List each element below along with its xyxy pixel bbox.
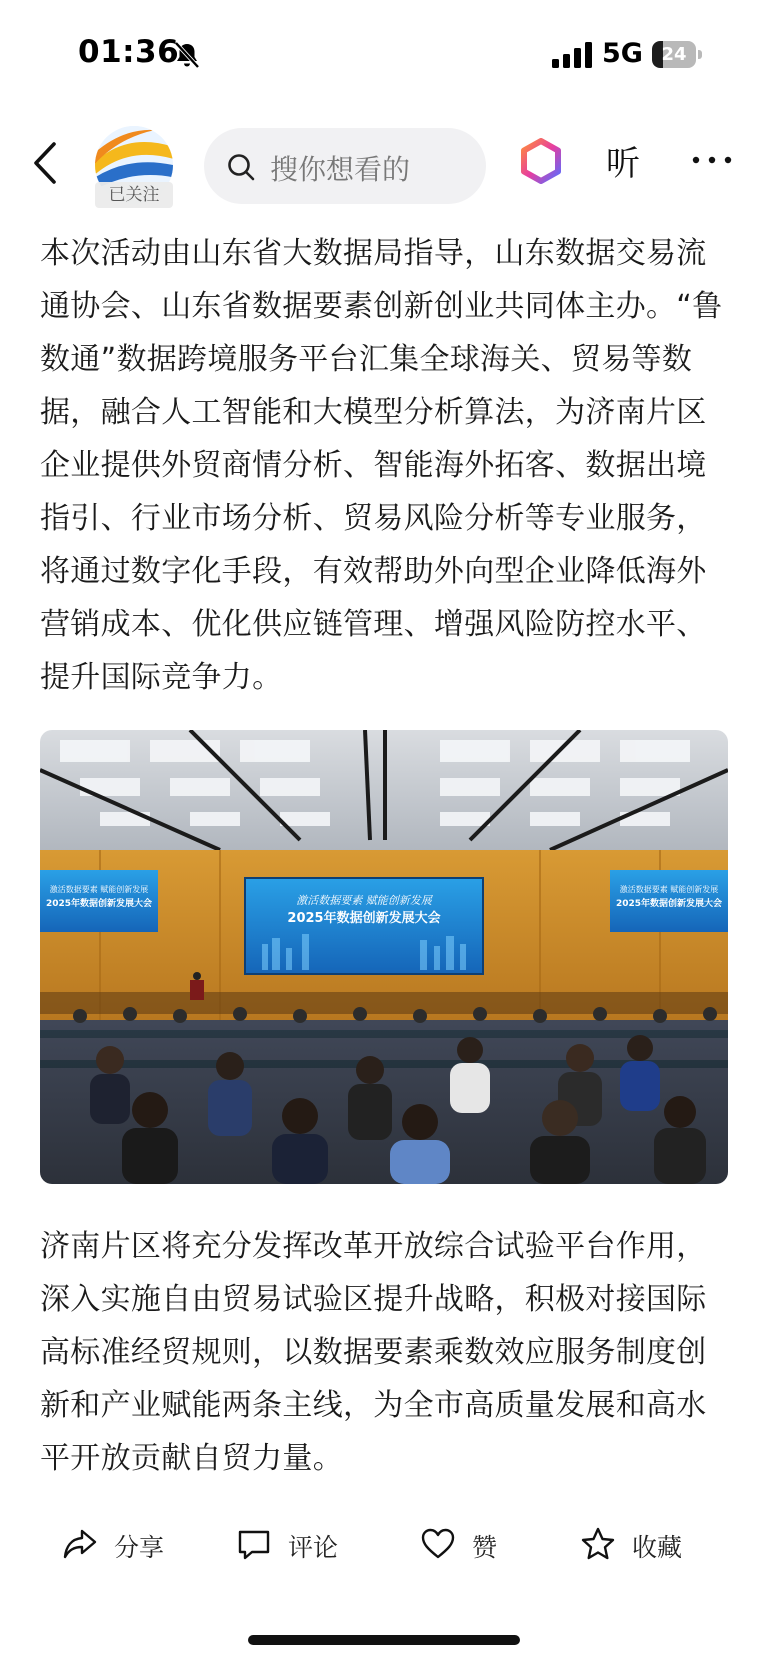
left-screen-slogan: 激活数据要素 赋能创新发展 [49, 885, 149, 894]
search-placeholder: 搜你想看的 [270, 153, 411, 186]
conference-photo[interactable] [40, 730, 728, 1184]
star-icon [580, 1526, 616, 1562]
like-button[interactable] [420, 1522, 510, 1568]
comment-button[interactable] [236, 1522, 346, 1568]
share-icon [62, 1526, 98, 1562]
top-nav-bar [0, 118, 769, 214]
followed-tag[interactable]: 已关注 [95, 182, 173, 208]
account-avatar[interactable] [93, 126, 173, 206]
status-bar [0, 0, 769, 110]
network-type: 5G [602, 38, 643, 69]
right-screen-title: 2025年数据创新发展大会 [615, 899, 723, 909]
like-label: 赞 [472, 1533, 498, 1562]
article-paragraph: 本次活动由山东省大数据局指导，山东数据交易流通协会、山东省数据要素创新创业共同体主办。“鲁数通”数据跨境服务平台汇集全球海关、贸易等数据，融合人工智能和大模型分析算法，为济南片区企业提供外贸商情分析、智能海外拓客、数据出境指引、行业市场分析、贸易风险分析等专业服务，将通过数字化手段，有效帮助外向型企业降低海外营销成本、优化供应链管理、增强风险防控水平、提升国际竞争力。 [40, 236, 723, 695]
left-screen-title: 2025年数据创新发展大会 [45, 899, 153, 909]
home-indicator[interactable] [248, 1635, 520, 1645]
main-screen-title: 2025年数据创新发展大会 [287, 911, 441, 926]
right-screen-slogan: 激活数据要素 赋能创新发展 [619, 885, 719, 894]
listen-button[interactable]: 听 [606, 144, 640, 184]
comment-label: 评论 [288, 1533, 339, 1562]
search-box[interactable] [204, 128, 486, 204]
comment-icon [236, 1526, 272, 1562]
heart-icon [420, 1526, 456, 1562]
back-arrow-icon[interactable] [30, 138, 60, 188]
article-paragraph: 济南片区将充分发挥改革开放综合试验平台作用，深入实施自由贸易试验区提升战略，积极对接国际高标准经贸规则，以数据要素乘数效应服务制度创新和产业赋能两条主线，为全市高质量发展和高水平开放贡献自贸力量。 [40, 1229, 707, 1476]
share-button[interactable] [62, 1522, 172, 1568]
search-icon [226, 152, 256, 182]
status-time: 01:36 [78, 34, 180, 70]
battery-percent: 24 [661, 44, 687, 65]
battery-icon [652, 41, 702, 68]
favorite-button[interactable] [580, 1522, 700, 1568]
cell-signal-icon [552, 42, 594, 68]
share-label: 分享 [114, 1533, 165, 1562]
main-screen-slogan: 激活数据要素 赋能创新发展 [296, 894, 432, 907]
favorite-label: 收藏 [632, 1533, 683, 1562]
more-options-icon[interactable] [690, 140, 734, 180]
ai-assistant-icon[interactable] [518, 138, 564, 184]
silent-bell-icon [172, 40, 202, 70]
bottom-action-bar [0, 1510, 769, 1590]
conference-hall-image [40, 730, 728, 1184]
